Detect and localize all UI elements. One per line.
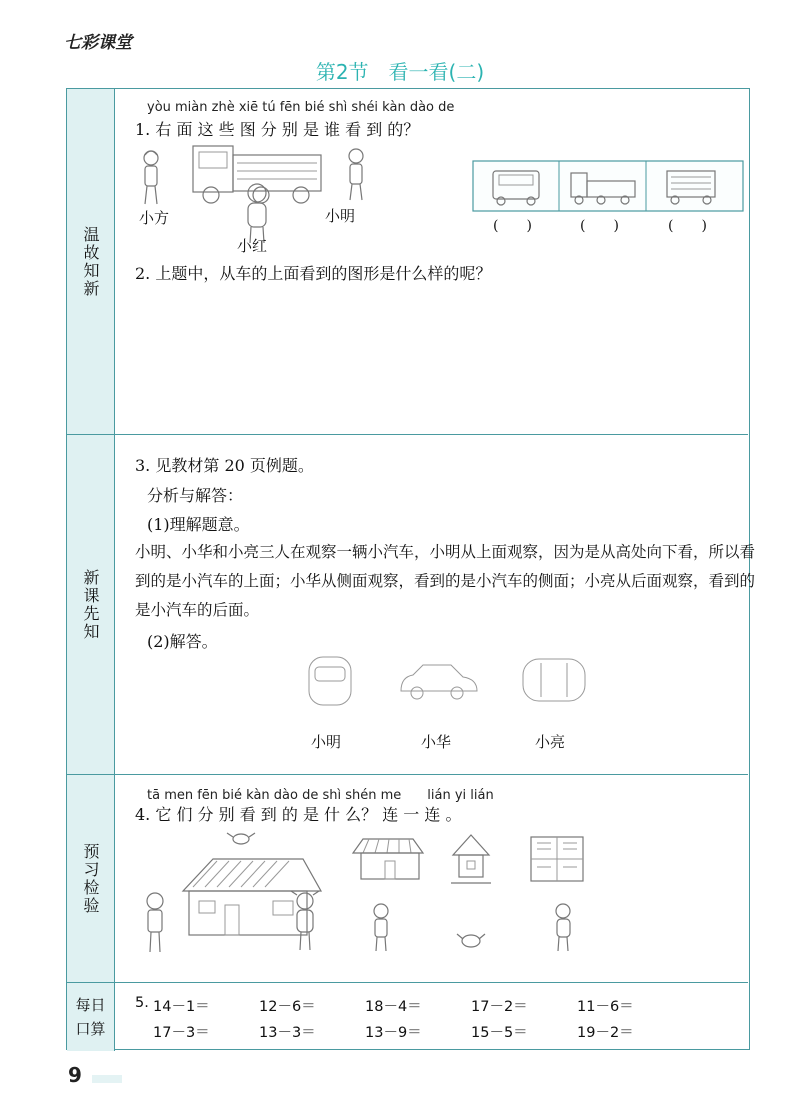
car-views-illustration <box>305 653 595 709</box>
section-mental-math <box>67 983 748 1051</box>
house-figure <box>183 859 321 935</box>
section-label: 预习检验 <box>81 842 100 915</box>
answer-blank-3[interactable]: ( ) <box>668 218 707 234</box>
section-label-cell <box>67 775 115 982</box>
q1-text: 1. 右 面 这 些 图 分 别 是 谁 看 到 的？ <box>135 120 420 139</box>
car-back-view <box>523 659 585 701</box>
boy-xiaoming-figure <box>349 149 363 200</box>
brand-logo: 七彩课堂 <box>64 33 132 53</box>
car-name-xiaoming: 小明 <box>311 733 342 751</box>
calc-item: 13－9＝ <box>365 1025 422 1041</box>
page-number-bar <box>92 1075 122 1083</box>
calc-item: 11－6＝ <box>577 999 634 1015</box>
section-content <box>115 775 748 982</box>
name-xiaofang: 小方 <box>139 209 170 227</box>
section-check <box>67 775 748 983</box>
page-number: 9 <box>68 1063 82 1087</box>
car-top-view <box>309 657 351 705</box>
q4-pinyin: tā men fēn bié kàn dào de shì shén me lián yi lián <box>147 788 494 803</box>
q1-pinyin: yòu miàn zhè xiē tú fēn bié shì shéi kàn dào de <box>147 100 455 115</box>
section-content <box>115 89 748 434</box>
q2-text: 2. 上题中，从车的上面看到的图形是什么样的呢？ <box>135 264 492 283</box>
house-observers-illustration <box>133 831 743 961</box>
calc-item: 17－2＝ <box>471 999 528 1015</box>
section-content <box>115 983 748 1051</box>
section-content <box>115 435 756 774</box>
name-xiaohong: 小红 <box>237 237 268 255</box>
truck-views-panel <box>473 161 743 213</box>
calc-item: 15－5＝ <box>471 1025 528 1041</box>
section-label-cell <box>67 983 115 1051</box>
boy-xiaofang-figure <box>144 151 158 204</box>
calc-item: 18－4＝ <box>365 999 422 1015</box>
q4-text: 4. 它 们 分 别 看 到 的 是 什 么？ 连 一 连 。 <box>135 805 462 824</box>
calc-item: 19－2＝ <box>577 1025 634 1041</box>
car-name-xiaohua: 小华 <box>421 733 452 751</box>
section-label: 新课先知 <box>81 568 100 641</box>
section-preview <box>67 435 756 775</box>
label-line-1: 每日 <box>75 996 106 1014</box>
label-line-2: 口算 <box>75 1020 106 1038</box>
calc-item: 17－3＝ <box>153 1025 210 1041</box>
car-name-xiaoliang: 小亮 <box>535 733 566 751</box>
house-top-view-option <box>531 837 583 881</box>
q5-number: 5. <box>135 995 149 1011</box>
boy-left-figure <box>147 893 163 952</box>
car-side-view <box>401 665 477 699</box>
bird-observer-figure <box>457 934 485 947</box>
name-xiaoming: 小明 <box>325 207 356 225</box>
section-label: 温故知新 <box>81 225 100 298</box>
section-review <box>67 89 748 435</box>
answer-blank-1[interactable]: ( ) <box>493 218 532 234</box>
house-side-view-option <box>451 835 491 883</box>
truck-figure <box>193 146 321 203</box>
q3-text: 3. 见教材第 20 页例题。 <box>135 456 314 475</box>
bird-figure <box>227 833 255 844</box>
explanation-paragraph: 小明、小华和小亮三人在观察一辆小汽车，小明从上面观察，因为是从高处向下看，所以看到的是小汽车的上面；小华从侧面观察，看到的是小汽车的侧面；小亮从后面观察，看到的是小汽车的后面。 <box>135 543 756 619</box>
analysis-heading: 分析与解答： <box>147 486 244 505</box>
house-front-view-option <box>353 839 423 879</box>
calc-item: 14－1＝ <box>153 999 210 1015</box>
worksheet-frame <box>66 88 756 1050</box>
step2-text: (2)解答。 <box>147 632 218 651</box>
girl-observer-figure <box>556 904 570 951</box>
section-label-cell <box>67 435 115 774</box>
section-title: 第2节 看一看(二) <box>315 60 485 84</box>
step1-text: (1)理解题意。 <box>147 515 250 534</box>
answer-blank-2[interactable]: ( ) <box>580 218 619 234</box>
girl-figure <box>291 891 319 950</box>
section-label-cell <box>67 89 115 434</box>
boy-observer-figure <box>374 904 388 951</box>
section-label <box>75 993 105 1041</box>
calc-item: 13－3＝ <box>259 1025 316 1041</box>
calc-item: 12－6＝ <box>259 999 316 1015</box>
